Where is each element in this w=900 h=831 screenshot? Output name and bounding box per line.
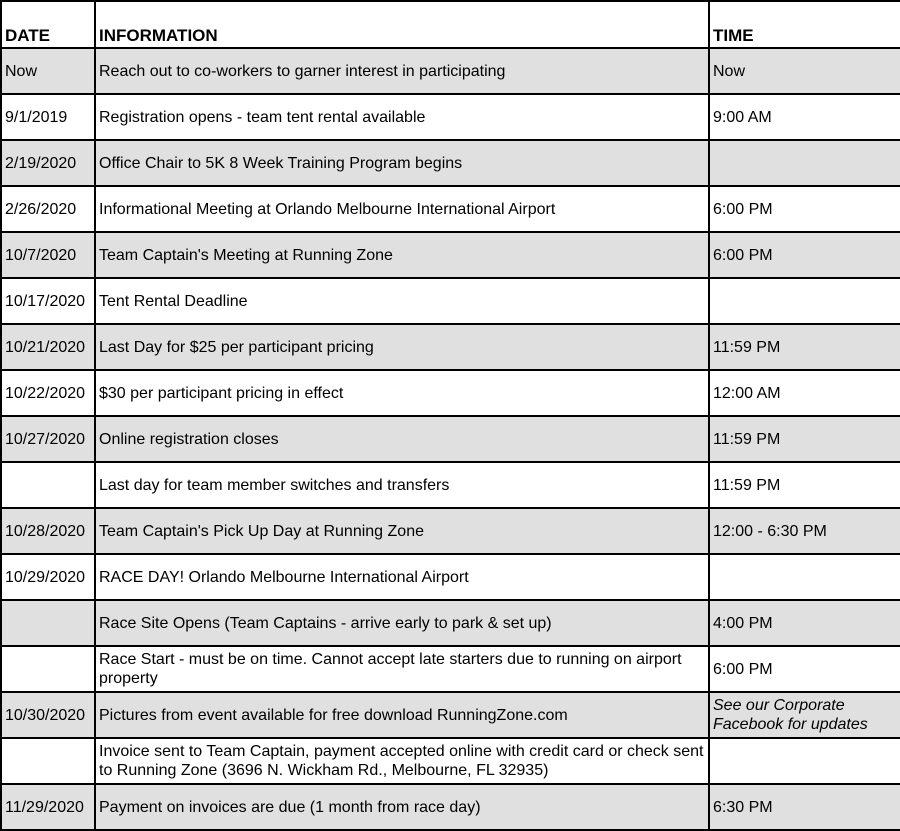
time-cell: 6:00 PM bbox=[709, 186, 900, 232]
time-cell bbox=[709, 140, 900, 186]
date-cell: 10/27/2020 bbox=[1, 416, 95, 462]
date-cell: 9/1/2019 bbox=[1, 94, 95, 140]
date-cell bbox=[1, 462, 95, 508]
table-row bbox=[1, 738, 900, 784]
table-row bbox=[1, 370, 900, 416]
information-cell: Payment on invoices are due (1 month from race day) bbox=[95, 784, 709, 830]
table-row bbox=[1, 554, 900, 600]
header-row bbox=[1, 1, 900, 48]
table-row bbox=[1, 416, 900, 462]
date-cell: 11/29/2020 bbox=[1, 784, 95, 830]
time-cell: 11:59 PM bbox=[709, 324, 900, 370]
date-cell bbox=[1, 738, 95, 784]
information-cell: Registration opens - team tent rental available bbox=[95, 94, 709, 140]
information-cell: Team Captain's Meeting at Running Zone bbox=[95, 232, 709, 278]
time-cell: 6:00 PM bbox=[709, 646, 900, 692]
table-row bbox=[1, 94, 900, 140]
date-cell bbox=[1, 600, 95, 646]
information-cell: Team Captain's Pick Up Day at Running Zone bbox=[95, 508, 709, 554]
information-cell: Pictures from event available for free download RunningZone.com bbox=[95, 692, 709, 738]
date-cell: 10/17/2020 bbox=[1, 278, 95, 324]
table-row bbox=[1, 232, 900, 278]
time-cell bbox=[709, 278, 900, 324]
header-time: TIME bbox=[709, 1, 900, 48]
information-cell: Last Day for $25 per participant pricing bbox=[95, 324, 709, 370]
table-row bbox=[1, 646, 900, 692]
table-row bbox=[1, 600, 900, 646]
information-cell: Tent Rental Deadline bbox=[95, 278, 709, 324]
table-row bbox=[1, 462, 900, 508]
time-cell: 12:00 - 6:30 PM bbox=[709, 508, 900, 554]
table-row bbox=[1, 692, 900, 738]
date-cell: 10/30/2020 bbox=[1, 692, 95, 738]
time-cell: 6:30 PM bbox=[709, 784, 900, 830]
information-cell: $30 per participant pricing in effect bbox=[95, 370, 709, 416]
information-cell: Race Site Opens (Team Captains - arrive early to park & set up) bbox=[95, 600, 709, 646]
time-cell: 11:59 PM bbox=[709, 462, 900, 508]
date-cell: 10/29/2020 bbox=[1, 554, 95, 600]
date-cell: 2/26/2020 bbox=[1, 186, 95, 232]
information-cell: Invoice sent to Team Captain, payment accepted online with credit card or check sent to Running Zone (3696 N. Wickham Rd., Melbourne, FL 32935) bbox=[95, 738, 709, 784]
date-cell bbox=[1, 646, 95, 692]
header-information: INFORMATION bbox=[95, 1, 709, 48]
time-cell bbox=[709, 738, 900, 784]
header-date: DATE bbox=[1, 1, 95, 48]
table-row bbox=[1, 186, 900, 232]
time-cell: 6:00 PM bbox=[709, 232, 900, 278]
information-cell: Reach out to co-workers to garner interest in participating bbox=[95, 48, 709, 94]
table-row bbox=[1, 324, 900, 370]
information-cell: Informational Meeting at Orlando Melbourne International Airport bbox=[95, 186, 709, 232]
time-cell: 12:00 AM bbox=[709, 370, 900, 416]
information-cell: RACE DAY! Orlando Melbourne International Airport bbox=[95, 554, 709, 600]
date-cell: 10/21/2020 bbox=[1, 324, 95, 370]
date-cell: 10/7/2020 bbox=[1, 232, 95, 278]
information-cell: Office Chair to 5K 8 Week Training Program begins bbox=[95, 140, 709, 186]
date-cell: 10/22/2020 bbox=[1, 370, 95, 416]
table-row bbox=[1, 140, 900, 186]
information-cell: Race Start - must be on time. Cannot accept late starters due to running on airport property bbox=[95, 646, 709, 692]
table-row bbox=[1, 48, 900, 94]
time-cell: See our Corporate Facebook for updates bbox=[709, 692, 900, 738]
table-row bbox=[1, 508, 900, 554]
date-cell: 2/19/2020 bbox=[1, 140, 95, 186]
information-cell: Last day for team member switches and transfers bbox=[95, 462, 709, 508]
time-cell: 11:59 PM bbox=[709, 416, 900, 462]
time-cell bbox=[709, 554, 900, 600]
date-cell: Now bbox=[1, 48, 95, 94]
table-row bbox=[1, 278, 900, 324]
information-cell: Online registration closes bbox=[95, 416, 709, 462]
time-cell: Now bbox=[709, 48, 900, 94]
time-cell: 9:00 AM bbox=[709, 94, 900, 140]
date-cell: 10/28/2020 bbox=[1, 508, 95, 554]
time-cell: 4:00 PM bbox=[709, 600, 900, 646]
table-row bbox=[1, 784, 900, 830]
